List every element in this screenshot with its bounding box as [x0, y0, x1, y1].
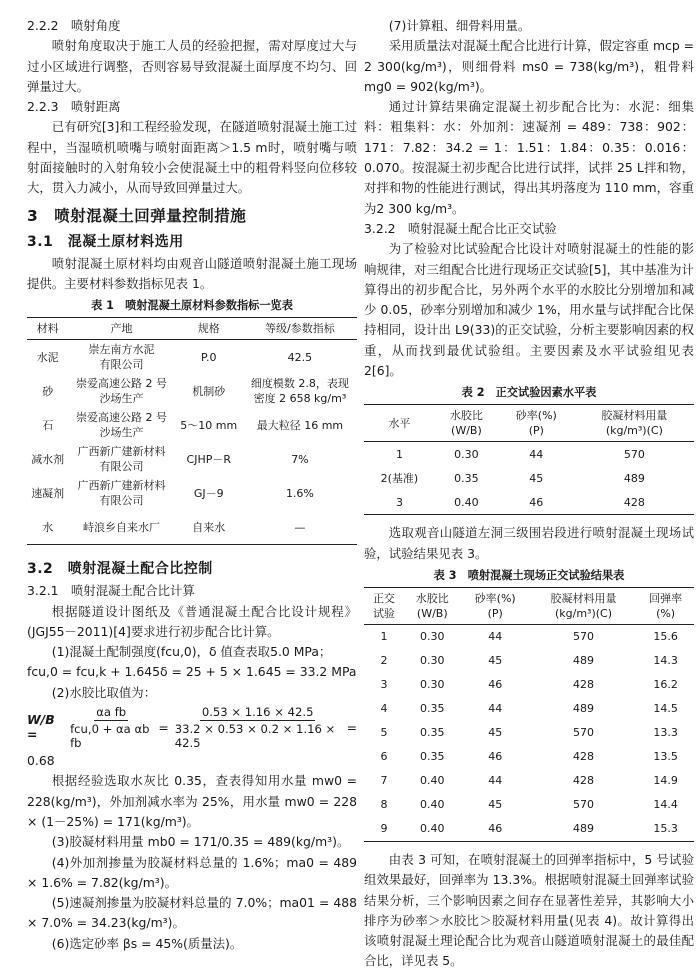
- table-1-row: [27, 374, 357, 408]
- section-3-2-1-text-2: (1)混凝土配制强度(fcu,0)，δ 值查表取5.0 MPa；: [51, 644, 332, 660]
- table-1-cell: 减水剂: [31, 452, 65, 466]
- table-2-cell: 0.30: [454, 447, 479, 461]
- formula-tail: =: [346, 719, 357, 735]
- right-column: [364, 16, 694, 972]
- table-3-cell: 44: [488, 630, 503, 644]
- table-2-cell: 0.35: [454, 471, 479, 485]
- right-text-mid: 选取观音山隧道左洞三级围岩段进行喷射混凝土现场试验，试验结果见表 3。: [364, 525, 694, 561]
- table-3-cell: 44: [488, 774, 503, 788]
- table-1-cell: 42.5: [287, 350, 313, 364]
- section-3-2-1-text-6: (3)胶凝材料用量 mb0 = 171/0.35 = 489(kg/m³)。: [51, 834, 350, 850]
- table-3-cell: 489: [572, 654, 594, 668]
- table-1-row: [27, 408, 357, 442]
- table-3-cell: 3: [380, 678, 388, 692]
- right-text-2: 采用质量法对混凝土配合比进行计算，假定容重 mcp = 2 300(kg/m³)，则细骨料 ms0 = 738(kg/m³)，粗骨料 mg0 = 902(kg/m³)。: [364, 38, 695, 94]
- section-3-heading: 3 喷射混凝土回弹量控制措施: [27, 206, 247, 225]
- right-text-end: 由表 3 可知，在喷射混凝土的回弹率指标中，5 号试验组效果最好，回弹率为 13.3%。根据喷射混凝土回弹率试验结果分析，三个影响因素之间存在显著性差异，其影响大小排序为砂率＞水胶比＞胶凝材料用量(见表 4)。故计算得出该喷射混凝土理论配合比为观音山隧道喷射混凝土的最佳配合比，详见表 5。: [364, 851, 694, 969]
- table-1-cell: 速凝剂: [31, 486, 65, 500]
- table-3-cell: 9: [380, 822, 388, 836]
- left-column: [27, 16, 357, 954]
- table-1-cell: 崇爱高速公路 2 号 沙场生产: [76, 377, 168, 406]
- section-3-2-1-text-8: (5)速凝剂掺量为胶凝材料总量的 7.0%；ma01 = 488 × 7.0% = 34.23(kg/m³)。: [27, 895, 357, 931]
- formula-lhs: W/B =: [27, 712, 55, 743]
- table-3-cell: 8: [380, 798, 388, 812]
- table-3-row: [364, 649, 694, 673]
- table-1-cell: P.0: [201, 350, 217, 364]
- table-1-cell: 崇爱高速公路 2 号 沙场生产: [76, 411, 168, 440]
- table-2-cell: 46: [529, 495, 544, 509]
- table-3-cell: 14.3: [653, 654, 678, 668]
- table-1-cell: 崇左南方水泥 有限公司: [88, 343, 155, 372]
- table-2-cell: 570: [623, 447, 645, 461]
- section-3-1-heading: 3.1 混凝土原材料选用: [27, 233, 184, 250]
- table-3-cell: 5: [380, 726, 388, 740]
- section-3-1-text: 喷射混凝土原材料均由观音山隧道喷射混凝土施工现场提供。主要材料参数指标见表 1。: [27, 255, 357, 291]
- table-1-cell: 广西新广建新材料 有限公司: [77, 479, 166, 508]
- table-2-header-cell: 胶凝材料用量 (kg/m³)(C): [575, 405, 694, 442]
- table-3-row: [364, 673, 694, 697]
- table-1-cell: 机制砂: [192, 384, 226, 398]
- table-1-cell: 最大粒径 16 mm: [256, 418, 344, 432]
- formula-numerator-1: αa fb: [96, 704, 127, 719]
- table-1-cell: 砂: [42, 384, 54, 398]
- table-1-cell: 广西新广建新材料 有限公司: [77, 445, 166, 474]
- section-2-2-3-heading: 2.2.3 喷射距离: [27, 99, 121, 115]
- table-3-cell: 14.5: [653, 702, 678, 716]
- section-3-2-1-text-9: (6)选定砂率 βs = 45%(质量法)。: [51, 935, 243, 951]
- table-3-cell: 45: [488, 654, 503, 668]
- table-1-cell: 细度模数 2.8，表现 密度 2 658 kg/m³: [250, 377, 349, 406]
- table-3-cell: 0.30: [420, 678, 445, 692]
- table-2-cell: 3: [395, 495, 403, 509]
- table-2-cell: 44: [529, 447, 544, 461]
- table-3-cell: 428: [572, 750, 594, 764]
- table-3-cell: 6: [380, 750, 388, 764]
- section-3-2-1-text-4: (2)水胶比取值为：: [51, 684, 157, 700]
- section-3-2-1-text-1: 根据隧道设计图纸及《普通混凝土配合比设计规程》(JGJ55－2011)[4]要求进行初步配合比计算。: [27, 603, 357, 639]
- table-2-header-cell: 水平: [364, 405, 435, 442]
- table-1-cell: 1.6%: [285, 486, 314, 500]
- table-2-caption: 表 2 正交试验因素水平表: [461, 386, 597, 400]
- table-1-row: [27, 476, 357, 510]
- table-2-row: [364, 442, 694, 467]
- table-3-cell: 489: [572, 702, 594, 716]
- table-1-header-cell: 材料: [27, 318, 68, 340]
- section-3-2-heading: 3.2 喷射混凝土配合比控制: [27, 561, 213, 578]
- table-2-cell: 1: [395, 447, 403, 461]
- table-3-cell: 0.35: [420, 726, 445, 740]
- right-text-3: 通过计算结果确定混凝土初步配合比为：水泥：细集料：粗集料：水：外加剂：速凝剂 = 489：738：902：171：7.82：34.2 = 1：1.51：1.84：0.35：0.016：0.070。按混凝土初步配合比进行试拌，试拌 25 L拌和物，对拌和物的性能进行测试，得出其坍落度为 110 mm，容重为2 300 kg/m³。: [364, 99, 694, 216]
- table-3-row: [364, 624, 694, 649]
- table-3-cell: 428: [572, 678, 594, 692]
- table-2-header-cell: 砂率(%) (P): [498, 405, 575, 442]
- table-3-cell: 2: [380, 654, 388, 668]
- table-3-header-cell: 正交 试验: [364, 587, 404, 624]
- table-2-cell: 0.40: [454, 495, 479, 509]
- table-3-cell: 0.35: [420, 702, 445, 716]
- formula-numerator-2: 0.53 × 1.16 × 42.5: [201, 704, 314, 719]
- table-3-cell: 570: [572, 726, 594, 740]
- table-1-cell: GJ－9: [193, 486, 224, 500]
- table-3-cell: 46: [488, 822, 503, 836]
- table-3-cell: 46: [488, 750, 503, 764]
- formula-denominator-2: 33.2 × 0.53 × 0.2 × 1.16 × 42.5: [174, 721, 336, 750]
- table-1-cell: 水: [42, 520, 54, 534]
- table-3-row: [364, 817, 694, 842]
- section-2-2-3-text: 已有研究[3]和工程经验发现，在隧道喷射混凝土施工过程中，当湿喷机喷嘴与喷射面距离＞1.5 m时，喷射嘴与喷射面接触时的入射角较小会使混凝土中的粗骨料竖向位移较大，贯入力减小，从而导致回弹量过大。: [27, 119, 357, 196]
- table-2-header-cell: 水胶比 (W/B): [435, 405, 498, 442]
- table-3-cell: 7: [380, 774, 388, 788]
- table-1-header-cell: 规格: [175, 318, 243, 340]
- section-3-2-2-text: 为了检验对比试验配合比设计对喷射混凝土的性能的影响规律，对三组配合比进行现场正交试验[5]，其中基准为计算得出的初步配合比，另外两个水平的水胶比分别增加和减少 0.05，砂率分别增加和减少 1%，用水量与试拌配合比保持相同，设计出 L9(33)的正交试验，分析主要影响因素的权重，从而找到最优试验组。主要因素及水平试验组见表 2[6]。: [364, 241, 694, 379]
- formula-result: 0.68: [27, 753, 55, 769]
- table-3-row: [364, 721, 694, 745]
- section-3-2-1-text-7: (4)外加剂掺量为胶凝材料总量的 1.6%；ma0 = 489 × 1.6% = 7.82(kg/m³)。: [27, 854, 357, 890]
- table-2-cell: 2(基准): [380, 471, 419, 485]
- section-3-2-1-text-5: 根据经验选取水灰比 0.35，查表得知用水量 mw0 = 228(kg/m³)，外加剂减水率为 25%，用水量 mw0 = 228 × (1－25%) = 171(kg/m³)。: [27, 773, 357, 829]
- table-3-header-cell: 砂率(%) (P): [461, 587, 530, 624]
- table-1-cell: 自来水: [192, 520, 226, 534]
- table-1-row: [27, 510, 357, 545]
- table-3-cell: 16.2: [653, 678, 678, 692]
- water-binder-formula: [27, 705, 357, 749]
- table-1-row: [27, 340, 357, 375]
- table-3-cell: 44: [488, 702, 503, 716]
- table-1-cell: 峙浪乡自来水厂: [83, 520, 161, 534]
- table-3-cell: 0.35: [420, 750, 445, 764]
- table-3-cell: 489: [572, 822, 594, 836]
- table-3-header-cell: 回弹率 (%): [637, 587, 694, 624]
- table-1-cell: 7%: [291, 452, 309, 466]
- table-2-row: [364, 466, 694, 490]
- table-3-cell: 428: [572, 774, 594, 788]
- section-3-2-1-heading: 3.2.1 喷射混凝土配合比计算: [27, 583, 195, 599]
- table-1: [27, 317, 357, 545]
- formula-equals: =: [158, 719, 169, 735]
- table-2-cell: 428: [623, 495, 645, 509]
- table-3-row: [364, 793, 694, 817]
- table-1-header-cell: 等级/参数指标: [243, 318, 357, 340]
- table-1-cell: CJHP－R: [186, 452, 231, 466]
- table-3-cell: 45: [488, 798, 503, 812]
- table-3-cell: 45: [488, 726, 503, 740]
- table-2-cell: 45: [529, 471, 544, 485]
- table-3-cell: 4: [380, 702, 388, 716]
- table-3-header-cell: 水胶比 (W/B): [404, 587, 461, 624]
- table-3-cell: 570: [572, 630, 594, 644]
- table-3-cell: 46: [488, 678, 503, 692]
- table-1-cell: 石: [42, 418, 54, 432]
- table-3-row: [364, 769, 694, 793]
- section-2-2-2-heading: 2.2.2 喷射角度: [27, 18, 121, 33]
- table-3-cell: 13.3: [653, 726, 678, 740]
- table-3-cell: 14.4: [653, 798, 678, 812]
- formula-fraction-2: [173, 705, 343, 750]
- table-3-cell: 13.5: [653, 750, 678, 764]
- table-3-cell: 1: [380, 630, 388, 644]
- table-1-cell: —: [294, 520, 306, 534]
- section-2-2-2-text: 喷射角度取决于施工人员的经验把握，需对厚度过大与过小区域进行调整，否则容易导致混凝土面厚度不均匀、回弹量过大。: [27, 38, 357, 94]
- table-3-cell: 570: [572, 798, 594, 812]
- table-1-caption: 表 1 喷射混凝土原材料参数指标一览表: [91, 299, 293, 313]
- table-3-cell: 0.40: [420, 798, 445, 812]
- table-1-header-cell: 产地: [68, 318, 174, 340]
- table-3-header-cell: 胶凝材料用量 (kg/m³)(C): [530, 587, 637, 624]
- section-3-2-2-heading: 3.2.2 喷射混凝土配合比正交试验: [364, 220, 557, 236]
- table-3-cell: 0.40: [420, 774, 445, 788]
- table-3-caption: 表 3 喷射混凝土现场正交试验结果表: [433, 568, 625, 582]
- table-3: [364, 587, 694, 842]
- table-3-row: [364, 745, 694, 769]
- table-1-cell: 5～10 mm: [180, 418, 238, 432]
- table-3-cell: 15.6: [653, 630, 678, 644]
- table-3-cell: 0.30: [420, 654, 445, 668]
- table-3-cell: 0.40: [420, 822, 445, 836]
- table-2-cell: 489: [623, 471, 645, 485]
- table-1-cell: 水泥: [36, 350, 59, 364]
- table-3-cell: 15.3: [653, 822, 678, 836]
- table-3-row: [364, 697, 694, 721]
- table-3-cell: 0.30: [420, 630, 445, 644]
- table-2-row: [364, 490, 694, 515]
- strength-formula: fcu,0 = fcu,k + 1.645δ = 25 + 5 × 1.645 = 33.2 MPa: [27, 664, 357, 680]
- table-1-row: [27, 442, 357, 476]
- table-2: [364, 404, 694, 515]
- formula-denominator-1: fcu,0 + αa αb fb: [70, 721, 150, 750]
- formula-fraction-1: [68, 705, 154, 750]
- right-text-1: (7)计算粗、细骨料用量。: [388, 18, 531, 33]
- table-3-cell: 14.9: [653, 774, 678, 788]
